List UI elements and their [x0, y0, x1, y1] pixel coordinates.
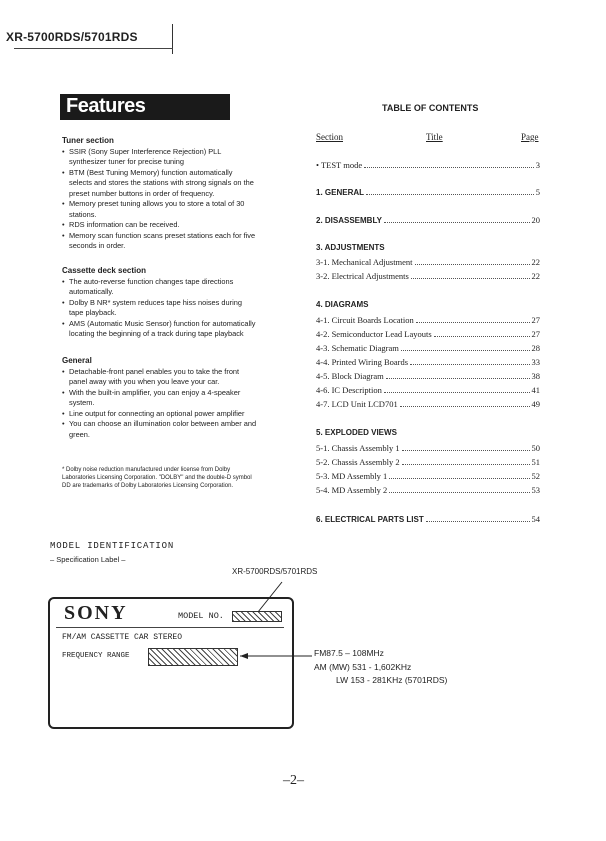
list-item: • You can choose an illumination color between amber and green. [62, 419, 257, 440]
toc-entry-label: 5-2. Chassis Assembly 2 [316, 457, 400, 467]
toc-entry-label: 5-4. MD Assembly 2 [316, 485, 388, 495]
frequency-range-label: FREQUENCY RANGE [62, 652, 130, 660]
toc-entry-label: 4-4. Printed Wiring Boards [316, 357, 409, 367]
toc-entry-label: 4-2. Semiconductor Lead Layouts [316, 329, 432, 339]
toc-column-section: Section [316, 132, 343, 142]
model-callout: XR-5700RDS/5701RDS [232, 567, 318, 576]
toc-entry-page: 27 [531, 329, 540, 339]
header-underline [14, 48, 173, 49]
toc-entry-page: 28 [531, 343, 540, 353]
toc-entry [316, 160, 540, 172]
toc-entry [316, 329, 540, 341]
toc-column-page: Page [521, 132, 539, 142]
toc-entry-label: 3-1. Mechanical Adjustment [316, 257, 413, 267]
label-divider [56, 627, 284, 628]
toc-entry-page: 52 [531, 471, 540, 481]
toc-entry-label: 1. GENERAL [316, 188, 365, 197]
general-section [62, 356, 257, 440]
toc-entry-label: 6. ELECTRICAL PARTS LIST [316, 515, 424, 524]
toc-entry-page: 50 [531, 443, 540, 453]
toc-entry [316, 371, 540, 383]
toc-entry [316, 271, 540, 283]
frequency-hatch [148, 648, 238, 666]
model-no-hatch [232, 611, 282, 622]
toc-entry-page: 5 [535, 187, 540, 197]
toc-entry [316, 257, 540, 269]
model-header: XR-5700RDS/5701RDS [6, 30, 138, 44]
toc-entry-page: 22 [531, 257, 540, 267]
toc-entry-page: 3 [535, 160, 540, 170]
list-item: • With the built-in amplifier, you can enjoy a 4-speaker system. [62, 388, 257, 409]
toc-entry [316, 471, 540, 483]
toc-entry-label: • TEST mode [316, 160, 363, 170]
page-number: –2– [283, 773, 304, 788]
list-item: • Detachable-front panel enables you to take the front panel away with you when you leave your car. [62, 367, 257, 388]
cassette-section [62, 266, 257, 340]
toc-entry-label: 4-5. Block Diagram [316, 371, 384, 381]
toc-entry [316, 514, 540, 526]
toc-entry [316, 485, 540, 497]
toc-entry [316, 215, 540, 227]
header-divider [172, 24, 173, 54]
toc-entry-page: 54 [531, 514, 540, 524]
toc-heading-adjustments: 3. ADJUSTMENTS [316, 243, 385, 252]
toc-entry-page: 51 [531, 457, 540, 467]
toc-entry-page: 20 [531, 215, 540, 225]
general-heading: General [62, 356, 92, 365]
list-item: • SSIR (Sony Super Interference Rejection) PLL synthesizer tuner for precise tuning [62, 147, 257, 168]
product-type: FM/AM CASSETTE CAR STEREO [62, 633, 183, 642]
toc-title: TABLE OF CONTENTS [382, 103, 479, 113]
dolby-footnote: * Dolby noise reduction manufactured under license from Dolby Laboratories Licensing Corporation. "DOLBY" and the double-D symbol DD are trademarks of Dolby Laboratories Licensing Corporation. [62, 467, 252, 489]
toc-entry-label: 5-3. MD Assembly 1 [316, 471, 388, 481]
frequency-fm: FM87.5 – 108MHz [314, 648, 384, 658]
toc-entry-page: 27 [531, 315, 540, 325]
sony-logo: SONY [64, 602, 128, 624]
toc-entry-page: 49 [531, 399, 540, 409]
list-item: • RDS information can be received. [62, 220, 257, 231]
toc-entry [316, 187, 540, 199]
toc-entry-page: 38 [531, 371, 540, 381]
toc-entry-page: 53 [531, 485, 540, 495]
model-no-label: MODEL NO. [178, 611, 224, 621]
toc-entry [316, 357, 540, 369]
toc-entry-label: 5-1. Chassis Assembly 1 [316, 443, 400, 453]
frequency-am: AM (MW) 531 - 1,602KHz [314, 662, 412, 672]
toc-entry [316, 343, 540, 355]
toc-entry [316, 315, 540, 327]
toc-entry [316, 385, 540, 397]
toc-entry-page: 33 [531, 357, 540, 367]
features-title: Features [66, 95, 146, 117]
list-item: • Dolby B NR* system reduces tape hiss noises during tape playback. [62, 298, 257, 319]
toc-column-title: Title [426, 132, 443, 142]
cassette-heading: Cassette deck section [62, 266, 147, 275]
toc-entry-label: 4-6. IC Description [316, 385, 382, 395]
list-item: • Line output for connecting an optional power amplifier [62, 409, 257, 420]
list-item: • BTM (Best Tuning Memory) function automatically selects and stores the stations with strong signals on the preset number buttons in order of frequency. [62, 168, 257, 200]
model-identification-title: MODEL IDENTIFICATION [50, 541, 175, 551]
list-item: • Memory scan function scans preset stations each for five seconds in order. [62, 231, 257, 252]
toc-entry-label: 3-2. Electrical Adjustments [316, 271, 409, 281]
list-item: • AMS (Automatic Music Sensor) function for automatically locating the beginning of a track during tape playback [62, 319, 257, 340]
toc-heading-exploded: 5. EXPLODED VIEWS [316, 428, 397, 437]
tuner-heading: Tuner section [62, 136, 114, 145]
toc-entry-label: 4-7. LCD Unit LCD701 [316, 399, 398, 409]
toc-entry-page: 22 [531, 271, 540, 281]
toc-entry-label: 4-1. Circuit Boards Location [316, 315, 414, 325]
toc-heading-diagrams: 4. DIAGRAMS [316, 300, 369, 309]
list-item: • The auto-reverse function changes tape directions automatically. [62, 277, 257, 298]
toc-entry-page: 41 [531, 385, 540, 395]
tuner-section [62, 136, 257, 252]
toc-entry-label: 2. DISASSEMBLY [316, 216, 382, 225]
toc-entry-label: 4-3. Schematic Diagram [316, 343, 399, 353]
toc-entry [316, 399, 540, 411]
frequency-lw: LW 153 - 281KHz (5701RDS) [336, 675, 448, 685]
toc-entry [316, 457, 540, 469]
list-item: • Memory preset tuning allows you to store a total of 30 stations. [62, 199, 257, 220]
specification-label-caption: – Specification Label – [50, 555, 126, 564]
toc-entry [316, 443, 540, 455]
